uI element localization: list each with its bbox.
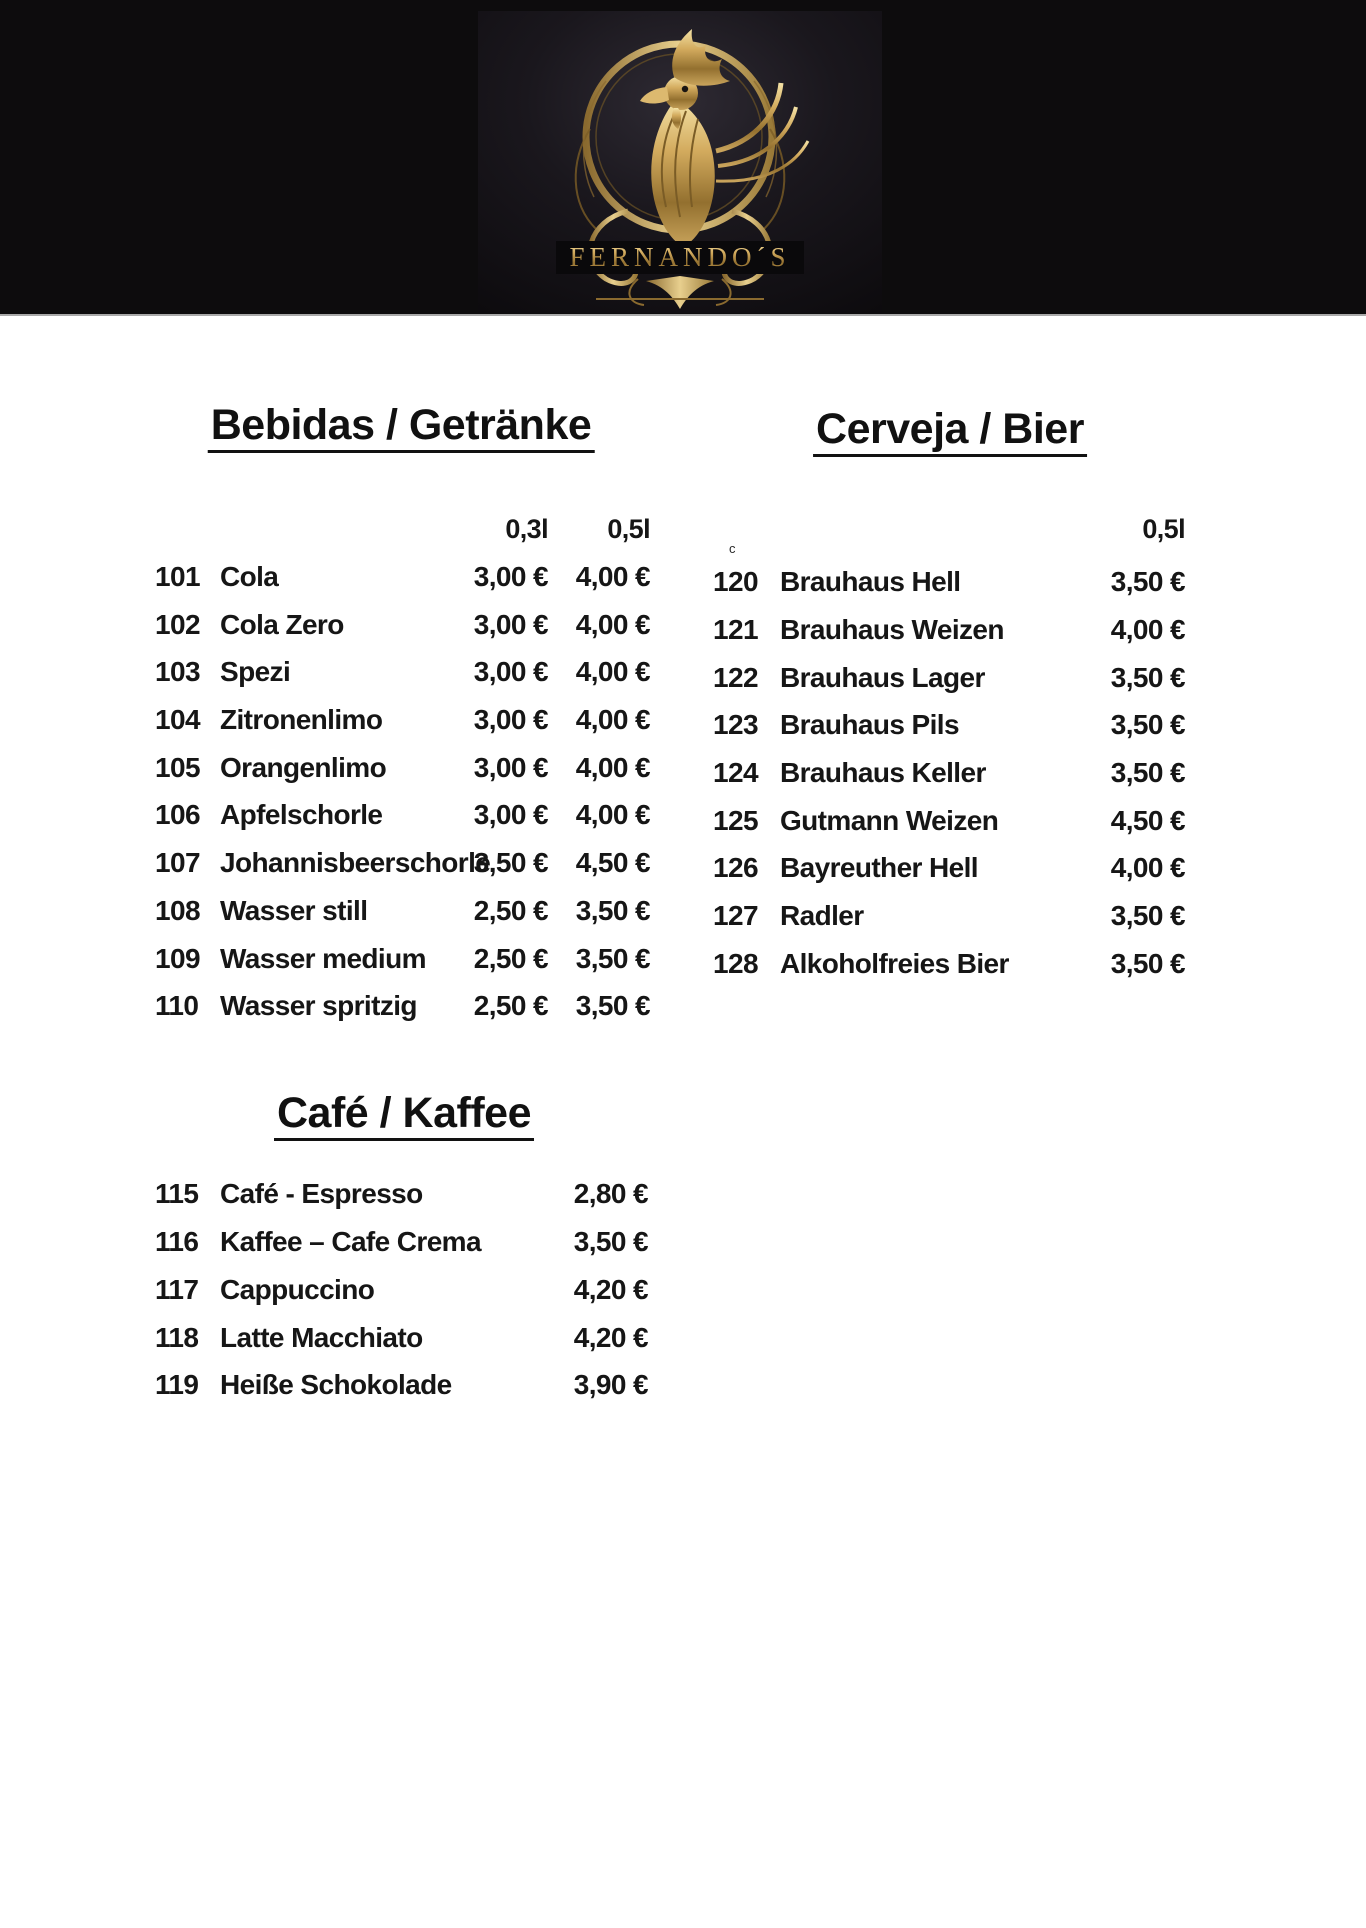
item-name: Alkoholfreies Bier bbox=[780, 947, 1009, 979]
menu-item-row bbox=[713, 559, 1185, 607]
item-price-03l: 3,00 € bbox=[473, 751, 548, 783]
item-number: 116 bbox=[155, 1226, 199, 1258]
item-name: Johannisbeerschorle bbox=[220, 847, 491, 879]
item-number: 115 bbox=[155, 1178, 199, 1210]
menu-item-row bbox=[155, 887, 650, 935]
rooster-eye bbox=[682, 86, 688, 92]
menu-item-row bbox=[155, 649, 650, 697]
cafe-item-list bbox=[155, 1171, 648, 1409]
item-price: 3,50 € bbox=[573, 1226, 648, 1258]
item-price-03l: 3,00 € bbox=[473, 608, 548, 640]
item-number: 118 bbox=[155, 1321, 199, 1353]
brand-name: FERNANDO´S bbox=[569, 242, 791, 272]
item-number: 107 bbox=[155, 847, 200, 879]
item-number: 123 bbox=[713, 709, 758, 741]
size-header-03l: 0,3l bbox=[505, 514, 548, 544]
cerveja-size-header-row bbox=[713, 506, 1185, 554]
item-price-03l: 3,00 € bbox=[473, 561, 548, 593]
item-price-03l: 3,00 € bbox=[473, 704, 548, 736]
item-number: 110 bbox=[155, 990, 199, 1022]
section-title-bebidas: Bebidas / Getränke bbox=[208, 404, 595, 453]
item-name: Latte Macchiato bbox=[220, 1321, 423, 1353]
menu-item-row bbox=[713, 702, 1185, 750]
item-name: Brauhaus Weizen bbox=[780, 613, 1004, 645]
item-name: Spezi bbox=[220, 656, 291, 688]
item-price-05l: 3,50 € bbox=[1110, 947, 1185, 979]
item-name: Zitronenlimo bbox=[220, 704, 383, 736]
item-name: Brauhaus Keller bbox=[780, 756, 986, 788]
menu-item-row bbox=[713, 845, 1185, 893]
item-price-05l: 3,50 € bbox=[1110, 661, 1185, 693]
item-number: 101 bbox=[155, 561, 200, 593]
menu-item-row bbox=[155, 1171, 648, 1219]
item-price: 4,20 € bbox=[573, 1321, 648, 1353]
menu-item-row bbox=[713, 797, 1185, 845]
item-price-03l: 3,50 € bbox=[473, 847, 548, 879]
item-name: Cola bbox=[220, 561, 279, 593]
item-number: 124 bbox=[713, 756, 758, 788]
menu-item-row bbox=[155, 744, 650, 792]
menu-item-row bbox=[155, 1362, 648, 1410]
cerveja-item-list bbox=[713, 559, 1185, 988]
item-number: 117 bbox=[155, 1273, 199, 1305]
item-price: 2,80 € bbox=[573, 1178, 648, 1210]
logo-panel bbox=[478, 11, 882, 313]
item-name: Cappuccino bbox=[220, 1273, 375, 1305]
item-name: Kaffee – Cafe Crema bbox=[220, 1226, 481, 1258]
section-title-cerveja: Cerveja / Bier bbox=[813, 408, 1087, 457]
item-name: Heiße Schokolade bbox=[220, 1369, 452, 1401]
rooster-logo-illustration bbox=[478, 11, 882, 313]
item-price-05l: 4,50 € bbox=[575, 847, 650, 879]
item-name: Wasser still bbox=[220, 894, 368, 926]
item-number: 103 bbox=[155, 656, 200, 688]
bebidas-size-header-row bbox=[155, 506, 650, 554]
menu-item-row bbox=[155, 697, 650, 745]
menu-item-row bbox=[155, 792, 650, 840]
item-name: Bayreuther Hell bbox=[780, 852, 978, 884]
item-price-05l: 3,50 € bbox=[1110, 899, 1185, 931]
item-number: 106 bbox=[155, 799, 200, 831]
section-title-cafe: Café / Kaffee bbox=[274, 1092, 534, 1141]
item-price-03l: 3,00 € bbox=[473, 799, 548, 831]
header-banner bbox=[0, 0, 1366, 316]
menu-item-row bbox=[713, 940, 1185, 988]
item-name: Café - Espresso bbox=[220, 1178, 423, 1210]
item-name: Orangenlimo bbox=[220, 751, 387, 783]
item-price-05l: 4,00 € bbox=[575, 704, 650, 736]
menu-item-row bbox=[155, 840, 650, 888]
item-number: 120 bbox=[713, 566, 758, 598]
item-name: Radler bbox=[780, 899, 864, 931]
item-number: 126 bbox=[713, 852, 758, 884]
item-number: 108 bbox=[155, 894, 200, 926]
item-price-05l: 3,50 € bbox=[1110, 566, 1185, 598]
item-price-05l: 4,00 € bbox=[575, 751, 650, 783]
item-name: Gutmann Weizen bbox=[780, 804, 999, 836]
superscript-c-mark: c bbox=[729, 541, 736, 556]
menu-item-row bbox=[155, 935, 650, 983]
menu-item-row bbox=[155, 1219, 648, 1267]
item-number: 127 bbox=[713, 899, 758, 931]
item-price-05l: 3,50 € bbox=[575, 894, 650, 926]
item-number: 119 bbox=[155, 1369, 199, 1401]
item-price-05l: 4,00 € bbox=[575, 656, 650, 688]
bebidas-item-list bbox=[155, 554, 650, 1031]
menu-item-row bbox=[713, 606, 1185, 654]
item-price-05l: 3,50 € bbox=[1110, 756, 1185, 788]
item-price-05l: 4,00 € bbox=[575, 799, 650, 831]
item-number: 125 bbox=[713, 804, 758, 836]
item-price-05l: 3,50 € bbox=[575, 942, 650, 974]
item-name: Wasser medium bbox=[220, 942, 426, 974]
item-price-05l: 4,50 € bbox=[1110, 804, 1185, 836]
item-price: 4,20 € bbox=[573, 1273, 648, 1305]
item-number: 104 bbox=[155, 704, 200, 736]
item-number: 128 bbox=[713, 947, 758, 979]
item-price-05l: 4,00 € bbox=[575, 561, 650, 593]
item-number: 102 bbox=[155, 608, 200, 640]
size-header-05l-beer: 0,5l bbox=[1142, 514, 1185, 544]
item-name: Brauhaus Hell bbox=[780, 566, 961, 598]
menu-item-row bbox=[155, 1314, 648, 1362]
menu-item-row bbox=[713, 654, 1185, 702]
item-price-05l: 3,50 € bbox=[575, 990, 650, 1022]
item-name: Brauhaus Lager bbox=[780, 661, 985, 693]
menu-item-row bbox=[713, 893, 1185, 941]
item-price-05l: 3,50 € bbox=[1110, 709, 1185, 741]
item-name: Apfelschorle bbox=[220, 799, 383, 831]
menu-item-row bbox=[155, 601, 650, 649]
item-price-03l: 2,50 € bbox=[473, 894, 548, 926]
item-name: Brauhaus Pils bbox=[780, 709, 959, 741]
item-number: 105 bbox=[155, 751, 200, 783]
size-header-05l: 0,5l bbox=[607, 514, 650, 544]
menu-item-row bbox=[155, 983, 650, 1031]
item-price-03l: 2,50 € bbox=[473, 990, 548, 1022]
item-number: 121 bbox=[713, 613, 758, 645]
item-price-05l: 4,00 € bbox=[1110, 613, 1185, 645]
item-price-05l: 4,00 € bbox=[575, 608, 650, 640]
item-number: 122 bbox=[713, 661, 758, 693]
item-price: 3,90 € bbox=[573, 1369, 648, 1401]
item-name: Cola Zero bbox=[220, 608, 344, 640]
item-price-05l: 4,00 € bbox=[1110, 852, 1185, 884]
menu-item-row bbox=[155, 554, 650, 602]
item-number: 109 bbox=[155, 942, 200, 974]
menu-item-row bbox=[155, 1266, 648, 1314]
menu-item-row bbox=[713, 749, 1185, 797]
item-name: Wasser spritzig bbox=[220, 990, 417, 1022]
item-price-03l: 2,50 € bbox=[473, 942, 548, 974]
item-price-03l: 3,00 € bbox=[473, 656, 548, 688]
